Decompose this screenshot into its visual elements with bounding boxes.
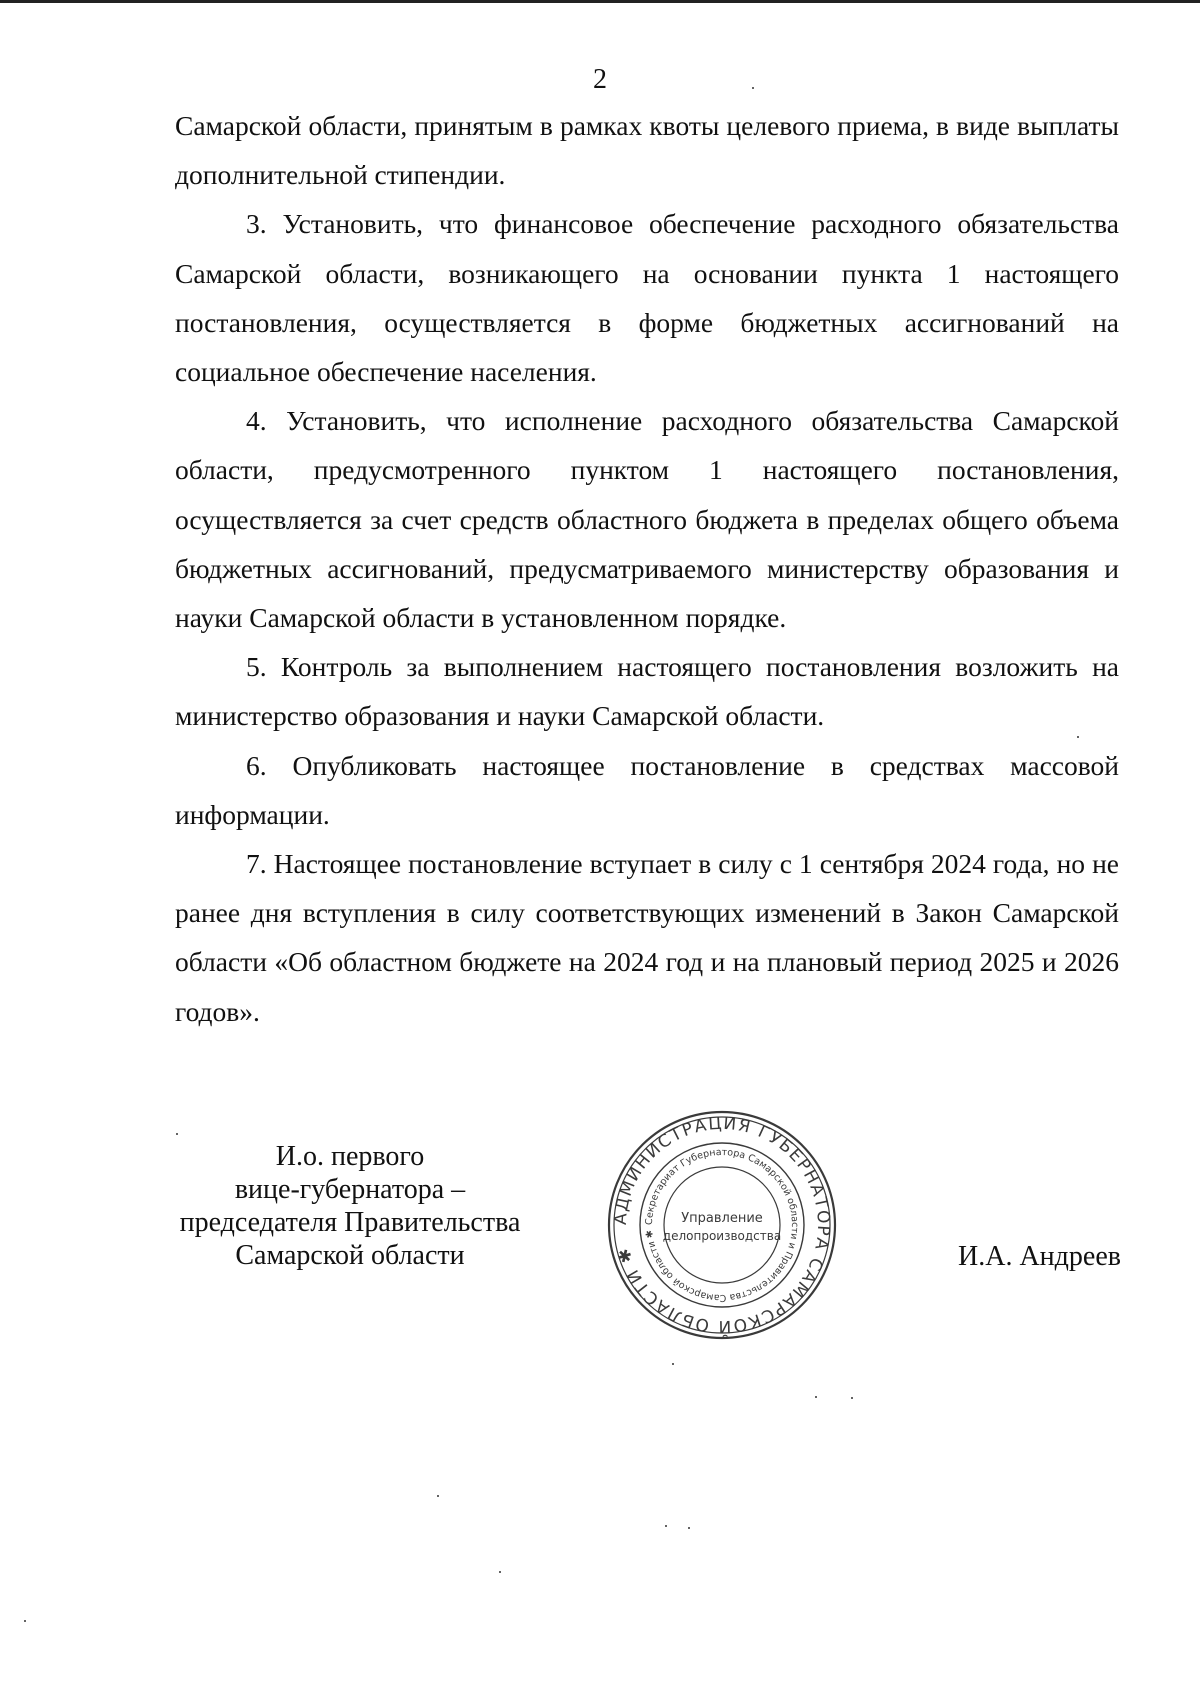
paragraph-continuation: Самарской области, принятым в рамках квоты целевого приема, в виде выплаты дополнительной стипендии. (175, 110, 1119, 191)
scan-speck (688, 1527, 690, 1529)
seal-center-line-2: делопроизводства (662, 1229, 782, 1243)
scan-speck (815, 1396, 817, 1398)
position-line: И.о. первого (275, 1141, 425, 1172)
signer-name: И.А. Андреев (958, 1241, 1121, 1272)
document-body (175, 101, 1119, 1036)
position-line: вице-губернатора – (234, 1174, 466, 1205)
scan-speck (1077, 736, 1079, 738)
page-number: 2 (593, 64, 607, 95)
position-line: Самарской области (235, 1240, 465, 1271)
paragraph-item-6: 6. Опубликовать настоящее постановление в средствах массовой информации. (175, 749, 1119, 830)
scan-speck (499, 1571, 501, 1573)
scan-top-edge (0, 0, 1200, 3)
position-line: председателя Правительства (179, 1207, 521, 1238)
signatory-position (165, 1140, 535, 1272)
scan-speck (851, 1397, 853, 1399)
seal-inner-text: Секретариат Губернатора Самарской области и Правительства Самарской области ✱ (643, 1146, 801, 1304)
paragraph-item-7: 7. Настоящее постановление вступает в силу с 1 сентября 2024 года, но не ранее дня вступления в силу соответствующих изменений в Закон Самарской области «Об областном бюджете на 2024 год и на плановый период 2025 и 2026 годов». (175, 848, 1119, 1027)
scan-speck (752, 87, 754, 89)
paragraph-item-5: 5. Контроль за выполнением настоящего постановления возложить на министерство образования и науки Самарской области. (175, 651, 1119, 732)
paragraph-item-4: 4. Установить, что исполнение расходного обязательства Самарской области, предусмотренного пунктом 1 настоящего постановления, осуществляется за счет средств областного бюджета в пределах общего объема бюджетных ассигнований, предусматриваемого министерству образования и науки Самарской области в установленном порядке. (175, 405, 1119, 634)
scan-speck (437, 1495, 439, 1497)
seal-outer-text: АДМИНИСТРАЦИЯ ГУБЕРНАТОРА САМАРСКОЙ ОБЛАСТИ ✱ (610, 1113, 834, 1337)
scan-speck (24, 1620, 26, 1622)
scan-speck (176, 1133, 178, 1135)
scan-speck (665, 1525, 667, 1527)
scan-speck (672, 1363, 674, 1365)
seal-center-line-1: Управление (681, 1211, 763, 1226)
paragraph-item-3: 3. Установить, что финансовое обеспечение расходного обязательства Самарской области, возникающего на основании пункта 1 настоящего постановления, осуществляется в форме бюджетных ассигнований на социальное обеспечение населения. (175, 208, 1119, 388)
official-seal-stamp (606, 1109, 838, 1341)
